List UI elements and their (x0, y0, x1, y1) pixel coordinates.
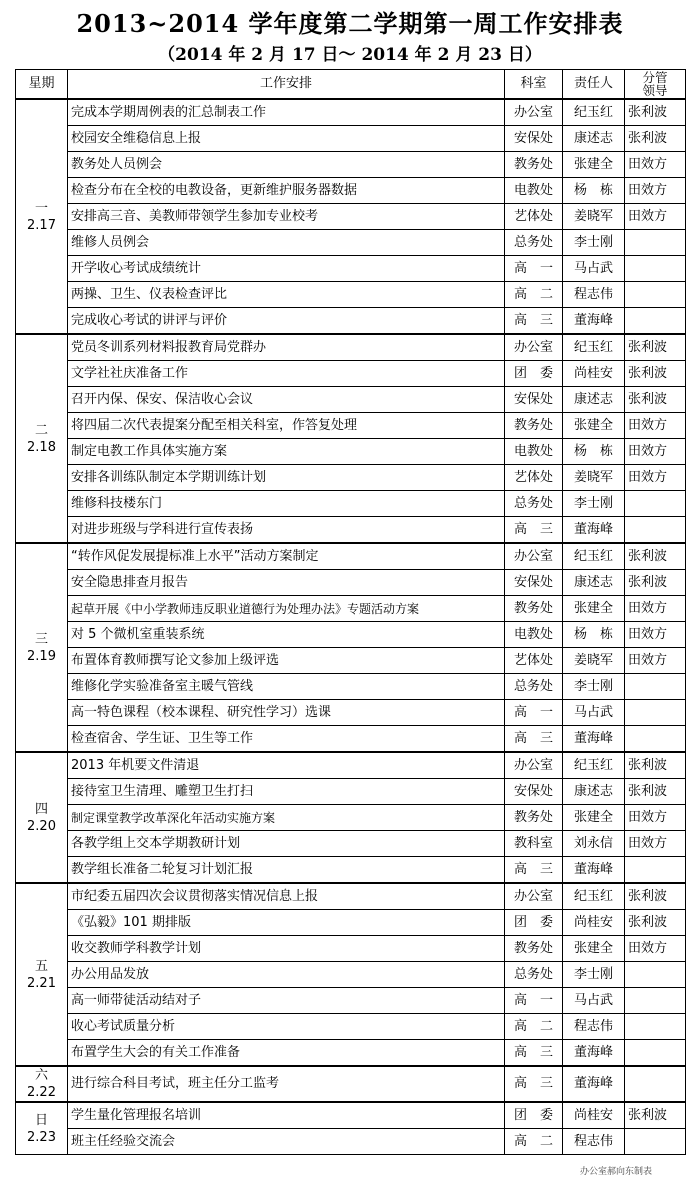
leader-cell (625, 491, 686, 517)
task-cell: 完成本学期周例表的汇总制表工作 (68, 99, 505, 126)
table-row (16, 361, 686, 387)
responsible-cell: 张建全 (563, 596, 625, 622)
responsible-cell: 尚桂安 (563, 361, 625, 387)
responsible-cell: 董海峰 (563, 1066, 625, 1102)
table-row (16, 439, 686, 465)
table-row (16, 491, 686, 517)
dept-cell: 团 委 (505, 1102, 563, 1129)
table-row (16, 936, 686, 962)
table-row (16, 779, 686, 805)
day-date: 2.21 (27, 975, 56, 991)
dept-cell: 高 二 (505, 1129, 563, 1155)
schedule-body (16, 99, 686, 1155)
responsible-cell: 康述志 (563, 387, 625, 413)
day-name: 一 (34, 200, 48, 216)
task-cell: 进行综合科目考试，班主任分工监考 (68, 1066, 505, 1102)
responsible-cell: 纪玉红 (563, 99, 625, 126)
dept-cell: 电教处 (505, 178, 563, 204)
header-responsible: 责任人 (563, 70, 625, 100)
leader-cell (625, 700, 686, 726)
task-cell: 教学组长准备二轮复习计划汇报 (68, 857, 505, 884)
task-cell: 学生量化管理报名培训 (68, 1102, 505, 1129)
table-row (16, 152, 686, 178)
task-cell: “转作风促发展提标准上水平”活动方案制定 (68, 543, 505, 570)
dept-cell: 团 委 (505, 910, 563, 936)
responsible-cell: 尚桂安 (563, 910, 625, 936)
task-cell: 检查分布在全校的电教设备，更新维护服务器数据 (68, 178, 505, 204)
date-range-subtitle: （2014 年 2 月 17 日～ 2014 年 2 月 23 日） (158, 45, 542, 65)
leader-cell (625, 726, 686, 753)
responsible-cell: 张建全 (563, 413, 625, 439)
task-cell: 对进步班级与学科进行宣传表扬 (68, 517, 505, 544)
leader-cell: 田效方 (625, 439, 686, 465)
table-row (16, 126, 686, 152)
task-cell: 制定课堂教学改革深化年活动实施方案 (68, 805, 505, 831)
table-row (16, 674, 686, 700)
task-cell: 布置学生大会的有关工作准备 (68, 1040, 505, 1067)
leader-cell: 张利波 (625, 883, 686, 910)
dept-cell: 教务处 (505, 805, 563, 831)
task-cell: 校园安全维稳信息上报 (68, 126, 505, 152)
responsible-cell: 董海峰 (563, 857, 625, 884)
dept-cell: 教务处 (505, 936, 563, 962)
leader-cell: 张利波 (625, 910, 686, 936)
dept-cell: 办公室 (505, 752, 563, 779)
table-row (16, 178, 686, 204)
leader-cell: 张利波 (625, 752, 686, 779)
day-cell (16, 1102, 68, 1155)
dept-cell: 高 三 (505, 308, 563, 335)
leader-cell: 张利波 (625, 779, 686, 805)
task-cell: 2013 年机要文件清退 (68, 752, 505, 779)
responsible-cell: 杨 栋 (563, 178, 625, 204)
responsible-cell: 程志伟 (563, 1014, 625, 1040)
responsible-cell: 张建全 (563, 936, 625, 962)
dept-cell: 教务处 (505, 413, 563, 439)
table-row (16, 334, 686, 361)
leader-cell: 田效方 (625, 622, 686, 648)
task-cell: 召开内保、保安、保洁收心会议 (68, 387, 505, 413)
dept-cell: 高 三 (505, 1040, 563, 1067)
dept-cell: 办公室 (505, 883, 563, 910)
task-cell: 高一师带徒活动结对子 (68, 988, 505, 1014)
day-date: 2.19 (27, 648, 56, 664)
table-row (16, 308, 686, 335)
task-cell: 文学社社庆准备工作 (68, 361, 505, 387)
task-cell: 接待室卫生清理、雕塑卫生打扫 (68, 779, 505, 805)
dept-cell: 安保处 (505, 779, 563, 805)
leader-cell (625, 1014, 686, 1040)
table-row (16, 99, 686, 126)
dept-cell: 团 委 (505, 361, 563, 387)
header-task: 工作安排 (68, 70, 505, 100)
table-row (16, 622, 686, 648)
task-cell: 制定电教工作具体实施方案 (68, 439, 505, 465)
task-cell: 党员冬训系列材料报教育局党群办 (68, 334, 505, 361)
dept-cell: 高 三 (505, 1066, 563, 1102)
task-cell: 安排高三音、美教师带领学生参加专业校考 (68, 204, 505, 230)
dept-cell: 安保处 (505, 126, 563, 152)
dept-cell: 办公室 (505, 334, 563, 361)
leader-cell: 田效方 (625, 465, 686, 491)
responsible-cell: 刘永信 (563, 831, 625, 857)
day-cell (16, 334, 68, 543)
leader-cell (625, 517, 686, 544)
dept-cell: 总务处 (505, 962, 563, 988)
leader-cell: 张利波 (625, 361, 686, 387)
task-cell: 将四届二次代表提案分配至相关科室，作答复处理 (68, 413, 505, 439)
day-date: 2.18 (27, 439, 56, 455)
responsible-cell: 姜晓军 (563, 465, 625, 491)
day-name: 二 (34, 422, 48, 438)
responsible-cell: 纪玉红 (563, 752, 625, 779)
day-cell (16, 883, 68, 1066)
table-row (16, 1129, 686, 1155)
table-row (16, 726, 686, 753)
dept-cell: 总务处 (505, 491, 563, 517)
leader-cell: 田效方 (625, 204, 686, 230)
responsible-cell: 纪玉红 (563, 334, 625, 361)
task-cell: 检查宿舍、学生证、卫生等工作 (68, 726, 505, 753)
task-cell: 收交教师学科教学计划 (68, 936, 505, 962)
task-cell: 安全隐患排查月报告 (68, 570, 505, 596)
leader-cell: 田效方 (625, 596, 686, 622)
responsible-cell: 张建全 (563, 152, 625, 178)
table-row (16, 230, 686, 256)
footer-credit: 办公室郝向东制表 (579, 1167, 652, 1177)
leader-cell (625, 962, 686, 988)
task-cell: 市纪委五届四次会议贯彻落实情况信息上报 (68, 883, 505, 910)
task-cell: 各教学组上交本学期教研计划 (68, 831, 505, 857)
responsible-cell: 马占武 (563, 256, 625, 282)
task-cell: 维修人员例会 (68, 230, 505, 256)
responsible-cell: 康述志 (563, 779, 625, 805)
table-row (16, 204, 686, 230)
dept-cell: 高 一 (505, 988, 563, 1014)
leader-cell: 田效方 (625, 178, 686, 204)
task-cell: 完成收心考试的讲评与评价 (68, 308, 505, 335)
dept-cell: 高 一 (505, 700, 563, 726)
leader-cell: 张利波 (625, 387, 686, 413)
dept-cell: 电教处 (505, 622, 563, 648)
day-name: 六 (34, 1068, 48, 1083)
table-row (16, 910, 686, 936)
dept-cell: 高 二 (505, 282, 563, 308)
day-name: 日 (34, 1112, 48, 1128)
leader-cell: 田效方 (625, 648, 686, 674)
leader-cell (625, 674, 686, 700)
dept-cell: 安保处 (505, 387, 563, 413)
task-cell: 办公用品发放 (68, 962, 505, 988)
table-row (16, 883, 686, 910)
day-cell (16, 752, 68, 883)
dept-cell: 教务处 (505, 152, 563, 178)
dept-cell: 高 二 (505, 1014, 563, 1040)
responsible-cell: 杨 栋 (563, 622, 625, 648)
day-name: 四 (34, 801, 48, 817)
responsible-cell: 李士刚 (563, 491, 625, 517)
table-row (16, 413, 686, 439)
day-name: 三 (34, 631, 48, 647)
header-day: 星期 (16, 70, 68, 100)
task-cell: 布置体育教师撰写论文参加上级评选 (68, 648, 505, 674)
responsible-cell: 张建全 (563, 805, 625, 831)
leader-cell: 张利波 (625, 570, 686, 596)
leader-cell: 张利波 (625, 334, 686, 361)
task-cell: 维修科技楼东门 (68, 491, 505, 517)
leader-cell: 张利波 (625, 99, 686, 126)
dept-cell: 高 三 (505, 726, 563, 753)
table-row (16, 570, 686, 596)
day-name: 五 (34, 958, 48, 974)
responsible-cell: 康述志 (563, 570, 625, 596)
responsible-cell: 程志伟 (563, 1129, 625, 1155)
table-row (16, 1102, 686, 1129)
day-date: 2.23 (27, 1129, 56, 1145)
leader-cell (625, 282, 686, 308)
responsible-cell: 马占武 (563, 988, 625, 1014)
dept-cell: 高 三 (505, 517, 563, 544)
table-row (16, 648, 686, 674)
leader-cell: 张利波 (625, 126, 686, 152)
responsible-cell: 董海峰 (563, 308, 625, 335)
responsible-cell: 纪玉红 (563, 883, 625, 910)
dept-cell: 艺体处 (505, 648, 563, 674)
leader-cell: 张利波 (625, 543, 686, 570)
responsible-cell: 尚桂安 (563, 1102, 625, 1129)
dept-cell: 教务处 (505, 596, 563, 622)
table-row (16, 1040, 686, 1067)
table-row (16, 282, 686, 308)
task-cell: 高一特色课程（校本课程、研究性学习）选课 (68, 700, 505, 726)
table-row (16, 1014, 686, 1040)
task-cell: 对 5 个微机室重装系统 (68, 622, 505, 648)
dept-cell: 总务处 (505, 230, 563, 256)
task-cell: 两操、卫生、仪表检查评比 (68, 282, 505, 308)
table-row (16, 1066, 686, 1102)
table-row (16, 857, 686, 884)
leader-cell: 田效方 (625, 936, 686, 962)
day-date: 2.20 (27, 818, 56, 834)
responsible-cell: 姜晓军 (563, 204, 625, 230)
table-row (16, 752, 686, 779)
task-cell: 开学收心考试成绩统计 (68, 256, 505, 282)
responsible-cell: 程志伟 (563, 282, 625, 308)
leader-cell: 田效方 (625, 413, 686, 439)
day-date: 2.22 (27, 1085, 56, 1100)
leader-cell (625, 1129, 686, 1155)
day-cell (16, 543, 68, 752)
table-row (16, 387, 686, 413)
responsible-cell: 李士刚 (563, 674, 625, 700)
responsible-cell: 康述志 (563, 126, 625, 152)
table-row (16, 256, 686, 282)
dept-cell: 艺体处 (505, 204, 563, 230)
task-cell: 起草开展《中小学教师违反职业道德行为处理办法》专题活动方案 (68, 596, 505, 622)
page-title: 2013~2014 学年度第二学期第一周工作安排表 (76, 9, 624, 38)
header-dept: 科室 (505, 70, 563, 100)
leader-cell: 张利波 (625, 1102, 686, 1129)
task-cell: 维修化学实验准备室主暖气管线 (68, 674, 505, 700)
responsible-cell: 董海峰 (563, 726, 625, 753)
schedule-table (15, 69, 686, 1155)
responsible-cell: 杨 栋 (563, 439, 625, 465)
leader-cell (625, 988, 686, 1014)
day-cell (16, 1066, 68, 1102)
leader-cell (625, 308, 686, 335)
table-row (16, 543, 686, 570)
table-row (16, 465, 686, 491)
dept-cell: 办公室 (505, 99, 563, 126)
task-cell: 《弘毅》101 期排版 (68, 910, 505, 936)
responsible-cell: 李士刚 (563, 962, 625, 988)
leader-cell (625, 230, 686, 256)
table-row (16, 517, 686, 544)
table-row (16, 700, 686, 726)
dept-cell: 安保处 (505, 570, 563, 596)
leader-cell (625, 1066, 686, 1102)
leader-cell (625, 1040, 686, 1067)
header-leader-text: 分管领导 (642, 70, 668, 98)
dept-cell: 艺体处 (505, 465, 563, 491)
leader-cell: 田效方 (625, 152, 686, 178)
dept-cell: 高 三 (505, 857, 563, 884)
task-cell: 教务处人员例会 (68, 152, 505, 178)
table-row (16, 596, 686, 622)
day-cell (16, 99, 68, 334)
header-leader (625, 70, 686, 100)
table-row (16, 805, 686, 831)
task-cell: 班主任经验交流会 (68, 1129, 505, 1155)
dept-cell: 教科室 (505, 831, 563, 857)
responsible-cell: 纪玉红 (563, 543, 625, 570)
leader-cell (625, 857, 686, 884)
responsible-cell: 马占武 (563, 700, 625, 726)
dept-cell: 电教处 (505, 439, 563, 465)
dept-cell: 办公室 (505, 543, 563, 570)
day-date: 2.17 (27, 217, 56, 233)
responsible-cell: 董海峰 (563, 517, 625, 544)
dept-cell: 高 一 (505, 256, 563, 282)
responsible-cell: 董海峰 (563, 1040, 625, 1067)
leader-cell: 田效方 (625, 831, 686, 857)
responsible-cell: 李士刚 (563, 230, 625, 256)
leader-cell (625, 256, 686, 282)
task-cell: 收心考试质量分析 (68, 1014, 505, 1040)
dept-cell: 总务处 (505, 674, 563, 700)
table-row (16, 962, 686, 988)
table-row (16, 988, 686, 1014)
responsible-cell: 姜晓军 (563, 648, 625, 674)
task-cell: 安排各训练队制定本学期训练计划 (68, 465, 505, 491)
header-row (16, 70, 686, 100)
table-row (16, 831, 686, 857)
leader-cell: 田效方 (625, 805, 686, 831)
